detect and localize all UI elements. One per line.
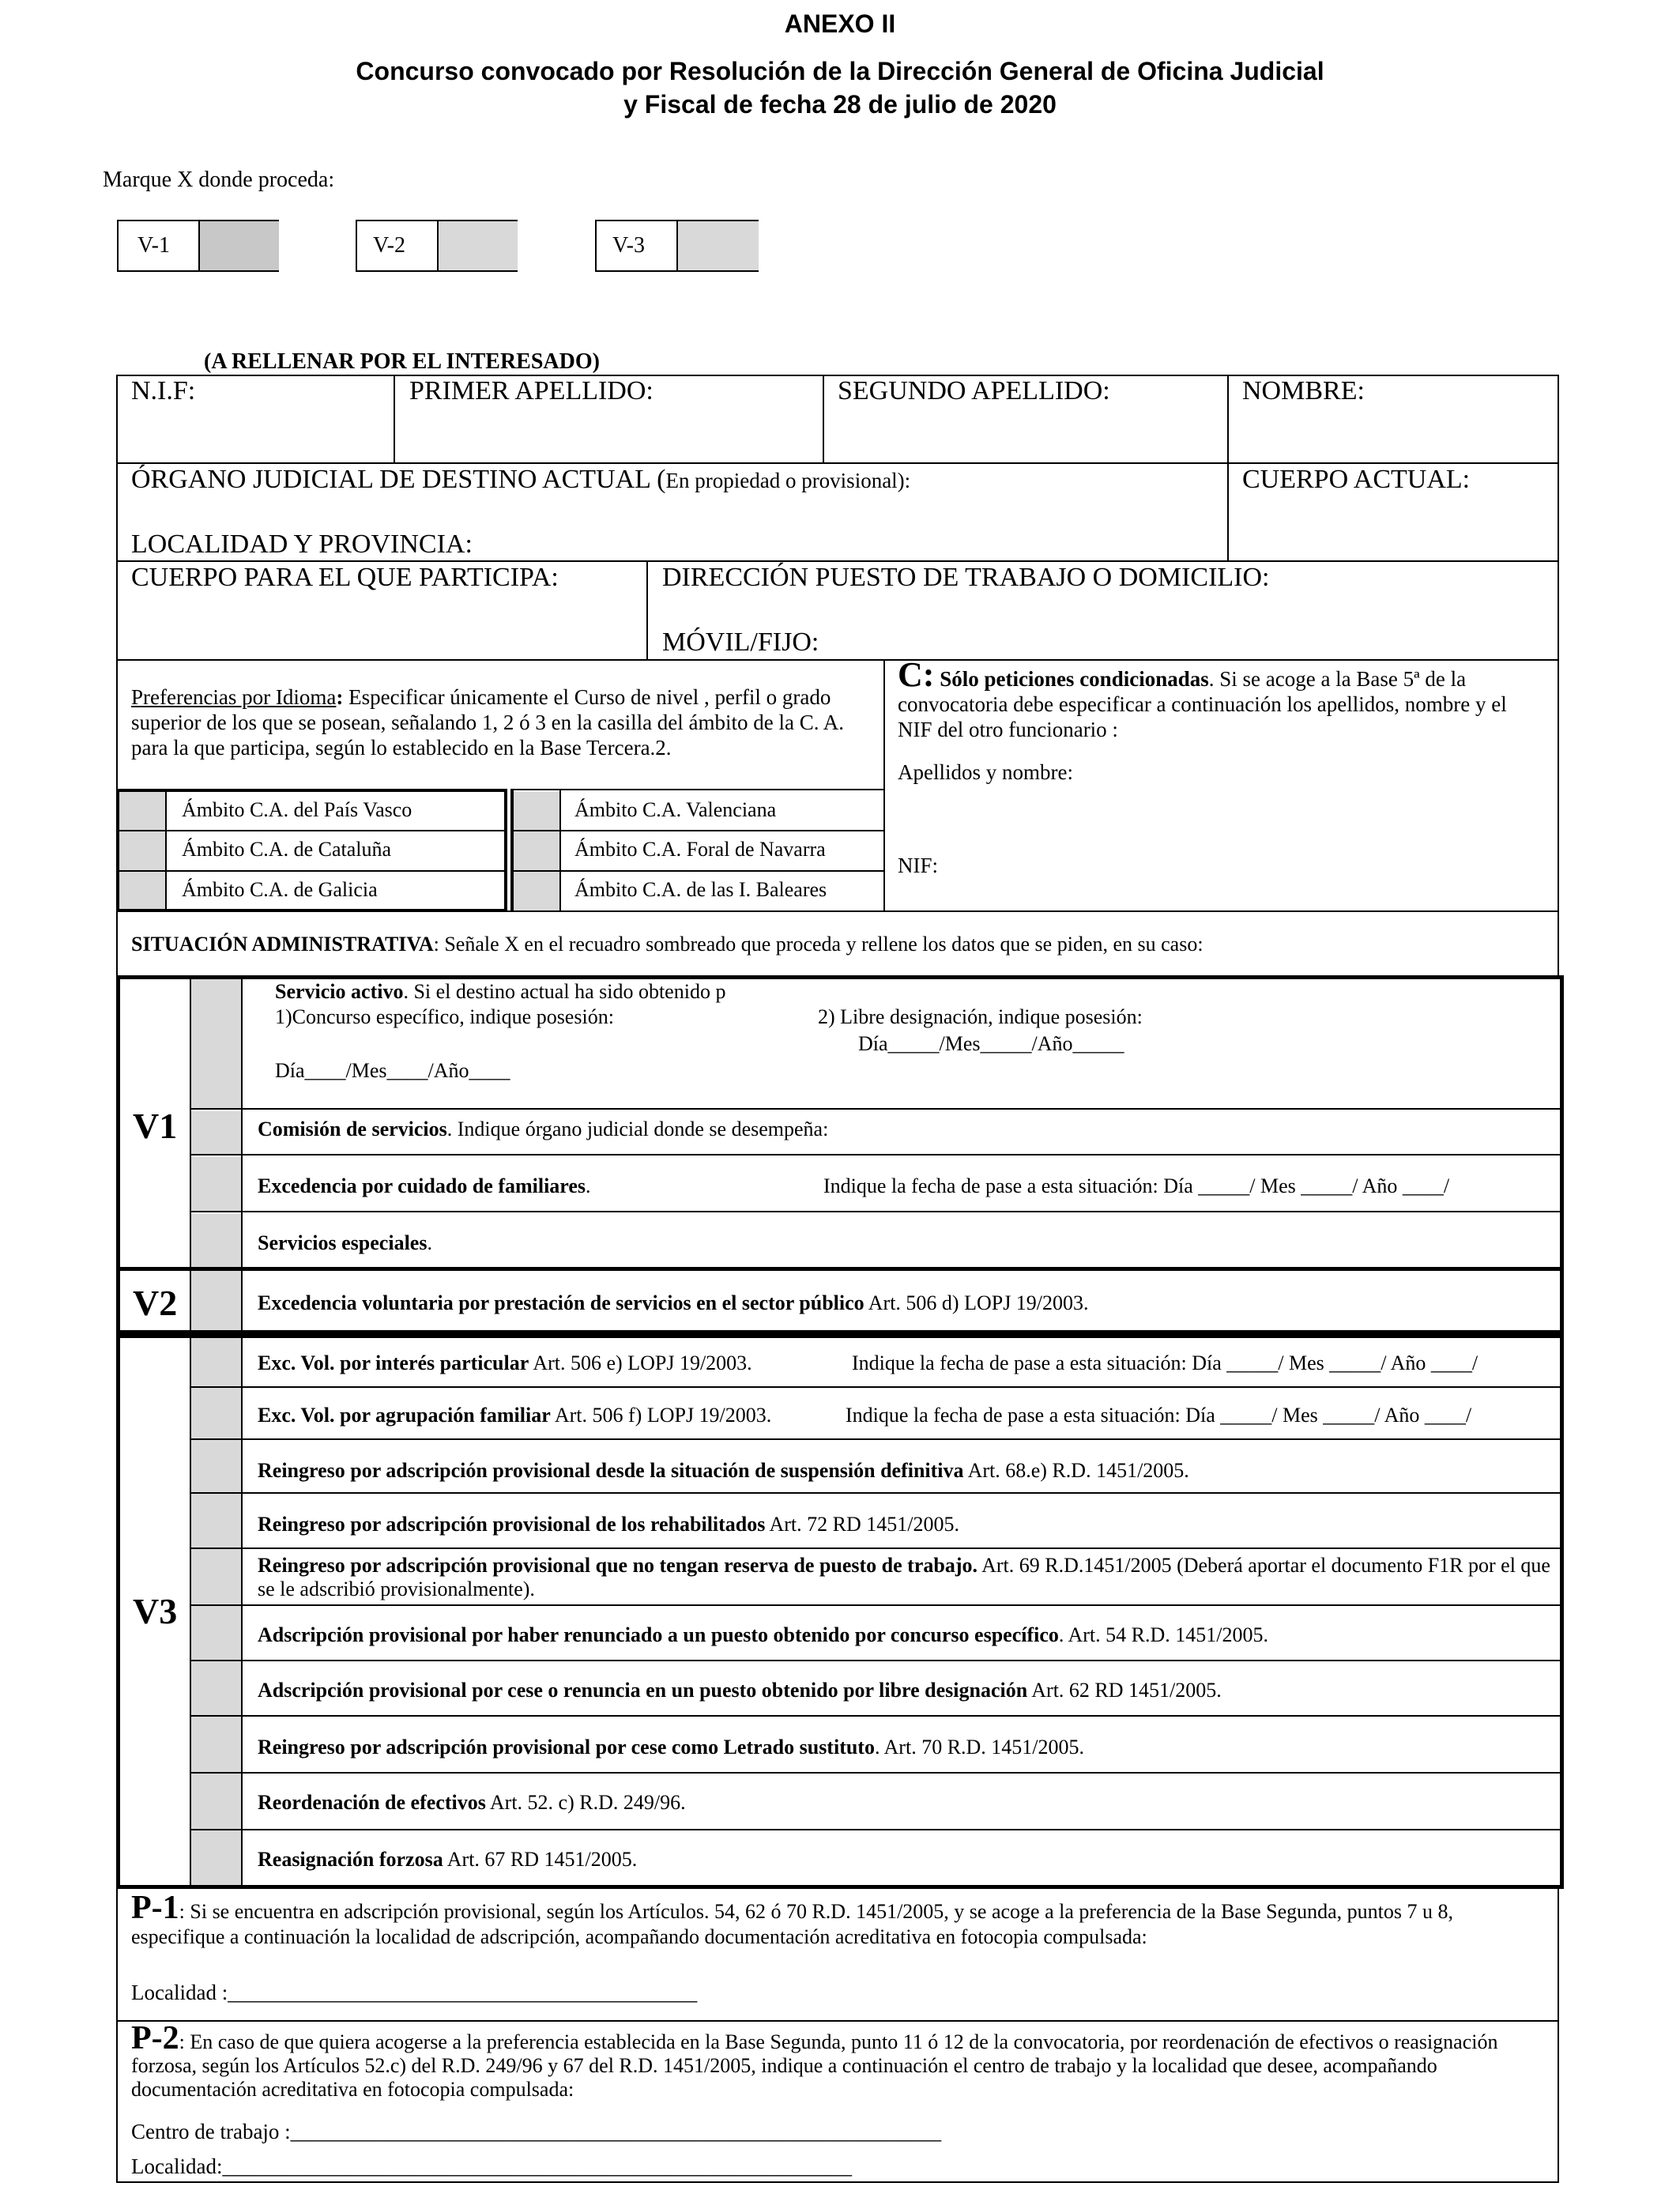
language-instructions	[131, 684, 874, 760]
p2-locality-field[interactable]: Localidad:___________________________________________________________	[131, 2154, 852, 2178]
v1-libre: 2) Libre designación, indique posesión:	[818, 1005, 1143, 1028]
v3-row-4-bold: Reingreso por adscripción provisional de los rehabilitados	[258, 1513, 766, 1536]
p2-label: P-2	[131, 2020, 179, 2056]
mark-instruction: Marque X donde proceda:	[103, 168, 335, 192]
fill-note: (A RELLENAR POR EL INTERESADO)	[204, 349, 600, 374]
v1-active-label: Servicio activo	[275, 980, 404, 1003]
v3-row-3-bold: Reingreso por adscripción provisional desde la situación de suspensión definitiva	[258, 1459, 964, 1482]
lang-valenciana[interactable]: Ámbito C.A. Valenciana	[574, 798, 777, 821]
organ-field[interactable]	[131, 465, 910, 495]
lang-pais-vasco[interactable]: Ámbito C.A. del País Vasco	[182, 798, 412, 821]
v3-row-8-bold: Reingreso por adscripción provisional por cese como Letrado sustituto	[258, 1736, 875, 1759]
annex-title: ANEXO II	[784, 9, 896, 38]
phone-field[interactable]: MÓVIL/FIJO:	[662, 628, 819, 657]
v1-label: V1	[133, 1106, 178, 1146]
v3-row-8-text: . Art. 70 R.D. 1451/2005.	[874, 1736, 1085, 1759]
v3-row-2-bold: Exc. Vol. por agrupación familiar	[258, 1404, 551, 1427]
v1-excedencia-checkbox[interactable]	[191, 1157, 241, 1211]
v3-row-2-date[interactable]: Indique la fecha de pase a esta situación: Día _____/ Mes _____/ Año ____/	[846, 1404, 1472, 1427]
v3-row-10[interactable]	[258, 1848, 637, 1872]
v1-especiales-text: .	[427, 1231, 432, 1254]
v3-row-1[interactable]	[258, 1351, 752, 1375]
v2-bold: Excedencia voluntaria por prestación de servicios en el sector público	[258, 1291, 864, 1314]
v3-row-3[interactable]	[258, 1459, 1189, 1483]
name-field[interactable]: NOMBRE:	[1242, 376, 1365, 405]
address-field[interactable]: DIRECCIÓN PUESTO DE TRABAJO O DOMICILIO:	[662, 563, 1270, 592]
v3-row-9-bold: Reordenación de efectivos	[258, 1791, 486, 1814]
p2-text: : En caso de que quiera acogerse a la preferencia establecida en la Base Segunda, punto 11 ó 12 de la convocatoria, por reordenación de efectivos o reasignación forzosa, según los Artículos 52.c) del R.D. 249/96 y 67 del R.D. 1451/2005, indique a continuación el centro de trabajo y la localidad que desee, acompañando documentación acreditativa en fotocopia compulsada:	[131, 2030, 1498, 2101]
v3-row-7[interactable]	[258, 1679, 1222, 1702]
v3-row-1-bold: Exc. Vol. por interés particular	[258, 1351, 529, 1374]
conditional-title: Sólo peticiones condicionadas	[934, 667, 1209, 691]
v3-row-1-text: Art. 506 e) LOPJ 19/2003.	[529, 1351, 752, 1374]
lang-baleares[interactable]: Ámbito C.A. de las I. Baleares	[574, 878, 827, 901]
v3-row-6[interactable]	[258, 1623, 1268, 1647]
v2-label: V2	[133, 1283, 178, 1323]
nif-field[interactable]: N.I.F:	[131, 376, 196, 405]
p2-text-block	[131, 2020, 1546, 2102]
p1-locality-field[interactable]: Localidad :____________________________________________	[131, 1981, 698, 2004]
option-v2-label: V-2	[373, 233, 405, 258]
situation-instruction	[131, 933, 1203, 956]
v1-exc-text: .	[586, 1174, 591, 1197]
option-v1[interactable]	[117, 220, 279, 272]
v1-excedencia	[258, 1174, 591, 1198]
v1-libre-date[interactable]: Día_____/Mes_____/Año_____	[858, 1032, 1124, 1055]
v1-active-text: . Si el destino actual ha sido obtenido p	[403, 980, 726, 1003]
option-v2[interactable]	[356, 220, 518, 272]
v3-label: V3	[133, 1591, 178, 1631]
v1-comision-text: . Indique órgano judicial donde se desempeña:	[446, 1118, 829, 1140]
conditional-letter: C:	[898, 655, 935, 694]
v3-row-10-text: Art. 67 RD 1451/2005.	[443, 1848, 638, 1871]
lang-galicia[interactable]: Ámbito C.A. de Galicia	[182, 878, 378, 901]
v3-row-9-text: Art. 52. c) R.D. 249/96.	[485, 1791, 686, 1814]
language-colon: :	[336, 685, 344, 709]
language-text: Especificar únicamente el Curso de nivel , perfil o grado superior de los que se posean, señalando 1, 2 ó 3 en la casilla del ámbito de la C. A. para la que participa, según lo establecido en la Base Tercera.2.	[131, 685, 845, 760]
v3-row-6-text: . Art. 54 R.D. 1451/2005.	[1058, 1623, 1268, 1646]
organ-note: En propiedad o provisional):	[665, 469, 911, 492]
v1-comision-checkbox[interactable]	[191, 1111, 241, 1154]
p1-text-block	[131, 1890, 1546, 1950]
v3-row-1-date[interactable]: Indique la fecha de pase a esta situación: Día _____/ Mes _____/ Año ____/	[852, 1351, 1478, 1374]
v3-row-3-text: Art. 68.e) R.D. 1451/2005.	[963, 1459, 1189, 1482]
situation-label: SITUACIÓN ADMINISTRATIVA	[131, 933, 434, 956]
conditional-section	[898, 655, 1546, 742]
organ-label: ÓRGANO JUDICIAL DE DESTINO ACTUAL (	[131, 465, 666, 494]
v3-row-7-text: Art. 62 RD 1451/2005.	[1027, 1679, 1222, 1702]
option-v3[interactable]	[595, 220, 759, 272]
v3-row-9[interactable]	[258, 1791, 686, 1815]
conditional-nif-field[interactable]: NIF:	[898, 854, 939, 877]
v2-checkbox[interactable]	[191, 1271, 241, 1330]
v1-concurso: 1)Concurso específico, indique posesión:	[275, 1005, 614, 1028]
v1-comision	[258, 1118, 828, 1141]
doc-title-line2: y Fiscal de fecha 28 de julio de 2020	[623, 90, 1057, 119]
v1-especiales-label: Servicios especiales	[258, 1231, 428, 1254]
v3-row-7-bold: Adscripción provisional por cese o renuncia en un puesto obtenido por libre designación	[258, 1679, 1028, 1702]
lang-cataluna[interactable]: Ámbito C.A. de Cataluña	[182, 838, 392, 861]
v1-active-checkbox[interactable]	[191, 979, 241, 1108]
conditional-text: . Si se acoge a la Base 5ª de la convocatoria debe especificar a continuación los apellidos, nombre y el NIF del otro funcionario :	[898, 667, 1507, 741]
v3-row-2-text: Art. 506 f) LOPJ 19/2003.	[550, 1404, 772, 1427]
v3-row-5-text: Art. 69 R.D.1451/2005 (Deberá aportar el documento F1R por el que se le adscribió provisionalmente).	[258, 1554, 1550, 1600]
v3-row-10-bold: Reasignación forzosa	[258, 1848, 443, 1871]
v3-row-4[interactable]	[258, 1513, 959, 1536]
v3-row-5-bold: Reingreso por adscripción provisional que no tengan reserva de puesto de trabajo.	[258, 1554, 978, 1577]
body-participates-field[interactable]: CUERPO PARA EL QUE PARTICIPA:	[131, 563, 559, 592]
p1-text: : Si se encuentra en adscripción provisional, según los Artículos. 54, 62 ó 70 R.D. 1451/2005, y se acoge a la preferencia de la Base Segunda, puntos 7 u 8, especifique a continuación la localidad de adscripción, acompañando documentación acreditativa en fotocopia compulsada:	[131, 1900, 1454, 1948]
conditional-names-field[interactable]: Apellidos y nombre:	[898, 760, 1073, 784]
p2-center-field[interactable]: Centro de trabajo :_____________________________________________________________	[131, 2120, 942, 2143]
option-v3-checkbox[interactable]	[676, 221, 759, 270]
locality-field[interactable]: LOCALIDAD Y PROVINCIA:	[131, 530, 473, 559]
option-v1-checkbox[interactable]	[198, 221, 279, 270]
first-surname-field[interactable]: PRIMER APELLIDO:	[409, 376, 654, 405]
v1-especiales-checkbox[interactable]	[191, 1214, 241, 1267]
p1-label: P-1	[131, 1890, 179, 1926]
v3-row-6-bold: Adscripción provisional por haber renunciado a un puesto obtenido por concurso específico	[258, 1623, 1059, 1646]
v1-especiales	[258, 1231, 432, 1255]
v3-row-4-text: Art. 72 RD 1451/2005.	[765, 1513, 959, 1536]
v2-text	[258, 1291, 1089, 1315]
lang-navarra[interactable]: Ámbito C.A. Foral de Navarra	[574, 838, 826, 861]
v1-concurso-date[interactable]: Día____/Mes____/Año____	[275, 1059, 510, 1082]
v3-row-5[interactable]	[258, 1554, 1554, 1601]
situation-text: : Señale X en el recuadro sombreado que proceda y rellene los datos que se piden, en su caso:	[433, 933, 1203, 956]
v3-row-8[interactable]	[258, 1736, 1084, 1759]
current-body-field[interactable]: CUERPO ACTUAL:	[1242, 465, 1471, 494]
language-title: Preferencias por Idioma	[131, 685, 337, 709]
option-v3-label: V-3	[612, 233, 645, 258]
v1-comision-label: Comisión de servicios	[258, 1118, 447, 1140]
doc-title-line1: Concurso convocado por Resolución de la Dirección General de Oficina Judicial	[356, 57, 1324, 85]
v2-detail: Art. 506 d) LOPJ 19/2003.	[864, 1291, 1089, 1314]
second-surname-field[interactable]: SEGUNDO APELLIDO:	[838, 376, 1110, 405]
v1-active-heading	[275, 980, 773, 1004]
option-v1-label: V-1	[137, 233, 170, 258]
v1-exc-date[interactable]: Indique la fecha de pase a esta situación: Día _____/ Mes _____/ Año ____/	[823, 1174, 1450, 1197]
v3-row-2[interactable]	[258, 1404, 771, 1427]
v1-exc-label: Excedencia por cuidado de familiares	[258, 1174, 586, 1197]
option-v2-checkbox[interactable]	[437, 221, 518, 270]
